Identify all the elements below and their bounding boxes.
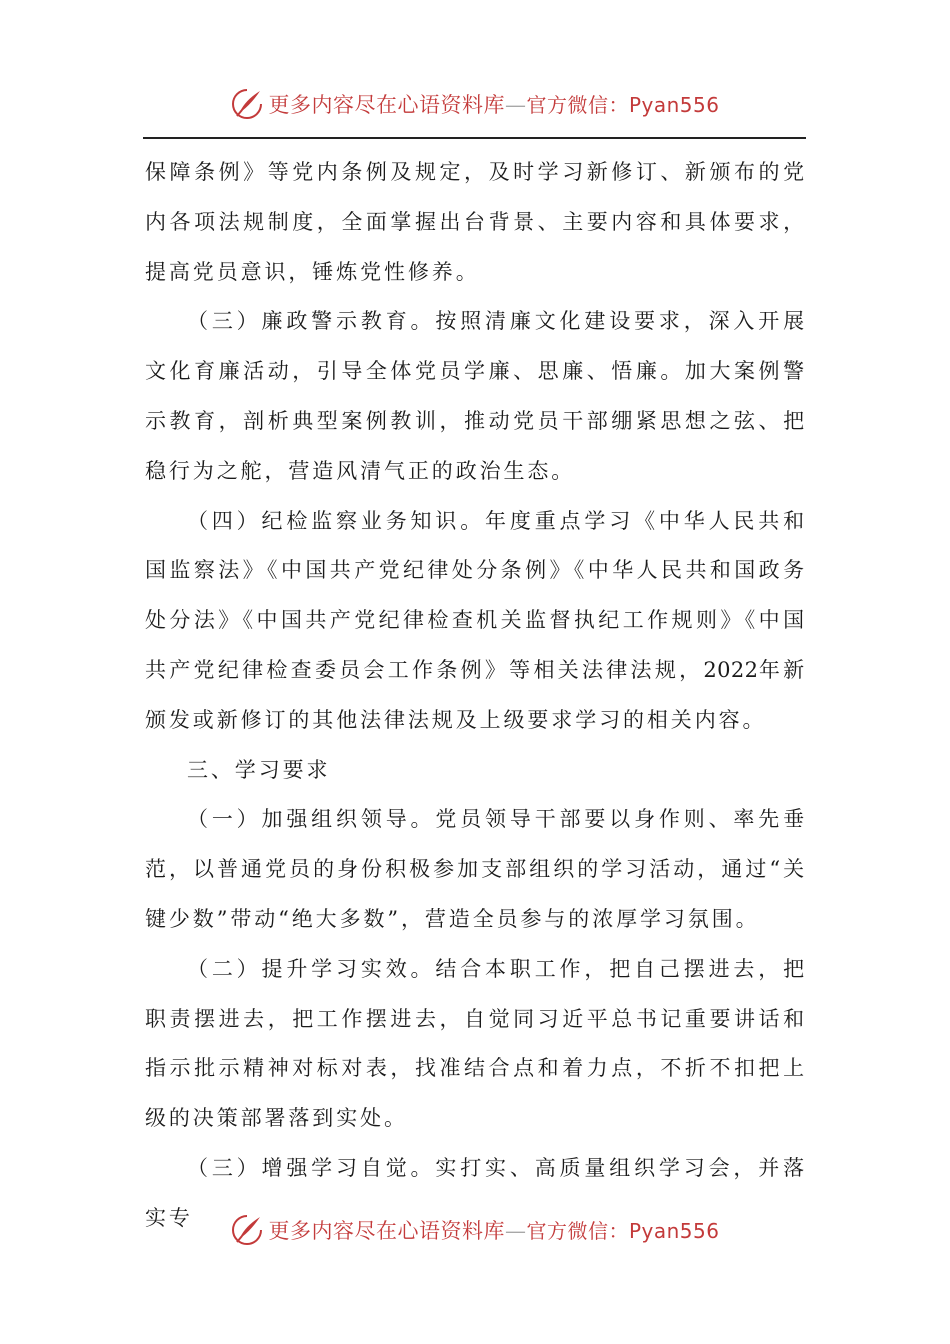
paragraph-continuation: 保障条例》等党内条例及规定，及时学习新修订、新颁布的党内各项法规制度，全面掌握出台背景、主要内容和具体要求，提高党员意识，锤炼党性修养。 xyxy=(145,160,807,284)
paragraph-study-effectiveness: （二）提升学习实效。结合本职工作，把自己摆进去，把职责摆进去，把工作摆进去，自觉同习近平总书记重要讲话和指示批示精神对标对表，找准结合点和着力点，不折不扣把上级的决策部署落到实处。 xyxy=(145,956,807,1131)
page-footer-watermark xyxy=(0,1210,950,1250)
paragraph-organization-leadership: （一）加强组织领导。党员领导干部要以身作则、率先垂范，以普通党员的身份积极参加支部组织的学习活动，通过“关键少数”带动“绝大多数”，营造全员参与的浓厚学习氛围。 xyxy=(145,807,807,931)
paragraph-integrity-education: （三）廉政警示教育。按照清廉文化建设要求，深入开展文化育廉活动，引导全体党员学廉、思廉、悟廉。加大案例警示教育，剖析典型案例教训，推动党员干部绷紧思想之弦、把稳行为之舵，营造风清气正的政治生态。 xyxy=(145,309,807,483)
quill-logo-icon xyxy=(230,1213,264,1247)
year-2022: 2022 xyxy=(703,657,759,682)
document-body xyxy=(145,148,807,1244)
page-header-watermark xyxy=(0,84,950,124)
header-divider xyxy=(143,137,806,139)
section-heading-study-requirements: 三、学习要求 xyxy=(187,757,331,782)
watermark-text: 更多内容尽在心语资料库—官方微信：Pyan556 xyxy=(268,93,720,117)
paragraph-discipline-knowledge: （四）纪检监察业务知识。年度重点学习《中华人民共和国监察法》《中国共产党纪律处分条例》《中华人民共和国政务处分法》《中国共产党纪律检查机关监督执纪工作规则》《中国共产党纪律检查委员会工作条例》等相关法律法规，2022年新颁发或新修订的其他法律法规及上级要求学习的相关内容。 xyxy=(145,508,807,732)
paragraph-study-consciousness: （三）增强学习自觉。实打实、高质量组织学习会，并落实专 xyxy=(145,1155,807,1230)
quill-logo-icon xyxy=(230,87,264,121)
watermark-text: 更多内容尽在心语资料库—官方微信：Pyan556 xyxy=(268,1219,720,1243)
